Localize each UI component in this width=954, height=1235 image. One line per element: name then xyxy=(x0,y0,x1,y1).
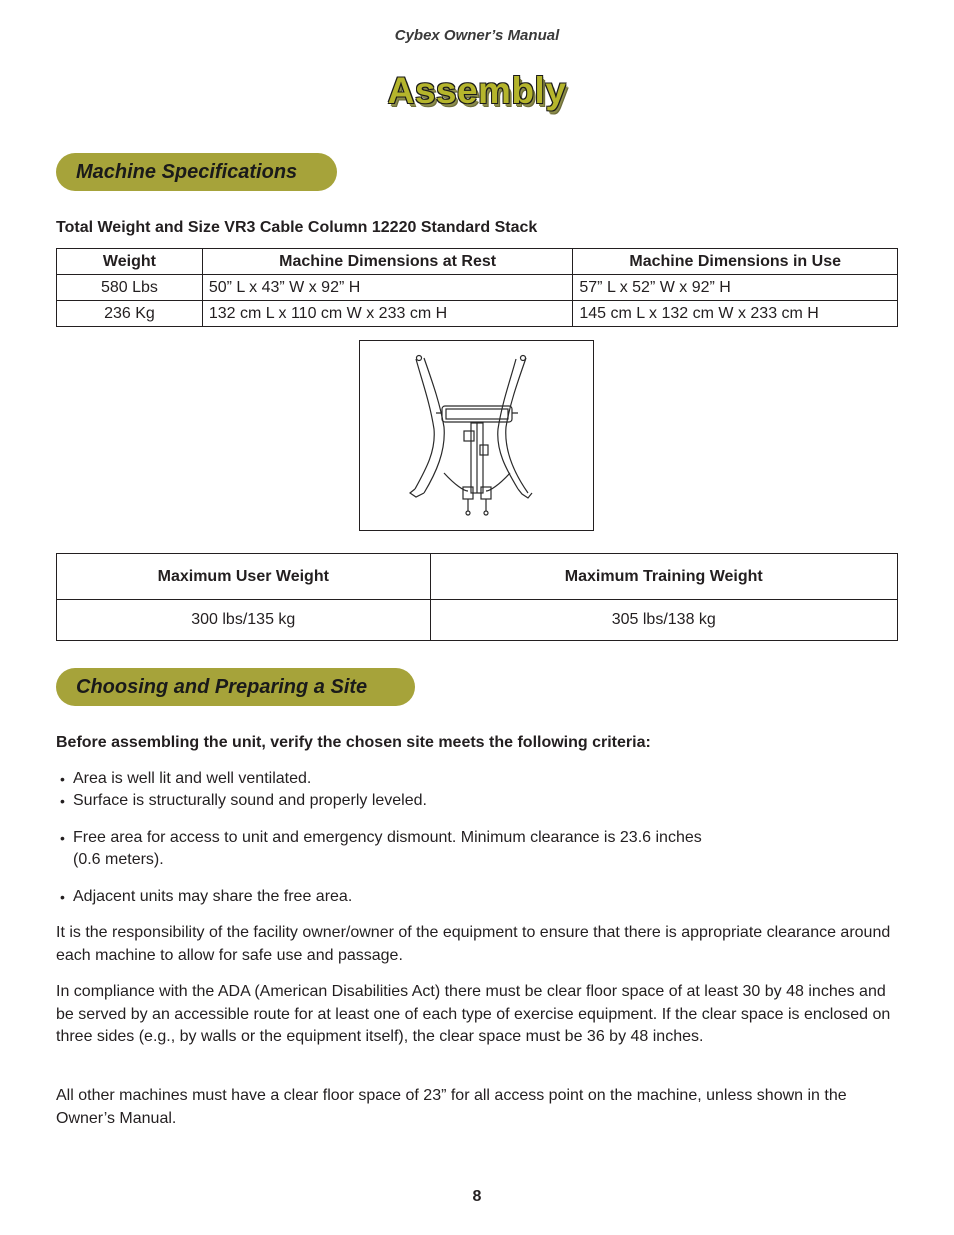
header-weight: Weight xyxy=(57,249,203,275)
header-max-training-weight: Maximum Training Weight xyxy=(430,554,897,600)
section-choosing-site xyxy=(56,668,415,706)
section-machine-specifications xyxy=(56,153,337,191)
list-item xyxy=(60,790,702,812)
criteria-list xyxy=(60,768,702,908)
table-row xyxy=(57,275,898,301)
bullet-icon: • xyxy=(60,830,65,846)
table-header-row xyxy=(57,249,898,275)
table-cell: 57” L x 52” W x 92” H xyxy=(573,275,898,301)
list-item-text: Adjacent units may share the free area. xyxy=(73,888,353,905)
table-cell: 145 cm L x 132 cm W x 233 cm H xyxy=(573,301,898,327)
table-cell: 236 Kg xyxy=(57,301,203,327)
bullet-icon: • xyxy=(60,889,65,905)
table-cell: 132 cm L x 110 cm W x 233 cm H xyxy=(202,301,573,327)
list-item xyxy=(60,827,702,849)
machine-top-view-diagram xyxy=(360,341,592,529)
table-cell: 300 lbs/135 kg xyxy=(57,600,431,641)
list-item-text: Area is well lit and well ventilated. xyxy=(73,770,312,787)
section-label: Choosing and Preparing a Site xyxy=(76,676,368,698)
header-dimensions-use: Machine Dimensions in Use xyxy=(573,249,898,275)
paragraph-ada: In compliance with the ADA (American Disabilities Act) there must be clear floor space of at least 30 by 48 inches and be served by an accessible route for at least one of each type of exercise equipment. If the clear space is enclosed on three sides (e.g., by walls or the equipment itself), the clear space must be 36 by 48 inches. xyxy=(56,983,891,1045)
spec-table xyxy=(56,248,898,327)
list-item-continuation xyxy=(60,849,702,871)
section-label: Machine Specifications xyxy=(76,161,298,183)
page-title: Assembly xyxy=(387,70,567,111)
header-max-user-weight: Maximum User Weight xyxy=(57,554,431,600)
running-header: Cybex Owner’s Manual xyxy=(394,27,560,44)
list-item-text: (0.6 meters). xyxy=(73,851,164,868)
list-item xyxy=(60,886,702,908)
table-cell: 50” L x 43” W x 92” H xyxy=(202,275,573,301)
max-weight-table xyxy=(56,553,898,641)
spec-table-heading: Total Weight and Size VR3 Cable Column 12220 Standard Stack xyxy=(56,219,538,236)
page-number: 8 xyxy=(472,1188,482,1205)
table-cell: 305 lbs/138 kg xyxy=(430,600,897,641)
table-header-row xyxy=(57,554,898,600)
list-item xyxy=(60,768,702,790)
header-dimensions-rest: Machine Dimensions at Rest xyxy=(202,249,573,275)
bullet-icon: • xyxy=(60,771,65,787)
machine-diagram-frame xyxy=(359,340,594,531)
paragraph-responsibility: It is the responsibility of the facility owner/owner of the equipment to ensure that there is appropriate clearance around each machine to allow for safe use and passage. xyxy=(56,924,891,964)
criteria-heading: Before assembling the unit, verify the chosen site meets the following criteria: xyxy=(56,734,651,751)
list-item-text: Free area for access to unit and emergency dismount. Minimum clearance is 23.6 inches xyxy=(73,829,702,846)
table-cell: 580 Lbs xyxy=(57,275,203,301)
table-row xyxy=(57,600,898,641)
paragraph-other-machines: All other machines must have a clear floor space of 23” for all access point on the machine, unless shown in the Owner’s Manual. xyxy=(56,1087,847,1127)
table-row xyxy=(57,301,898,327)
bullet-icon: • xyxy=(60,793,65,809)
list-item-text: Surface is structurally sound and properly leveled. xyxy=(73,792,427,809)
